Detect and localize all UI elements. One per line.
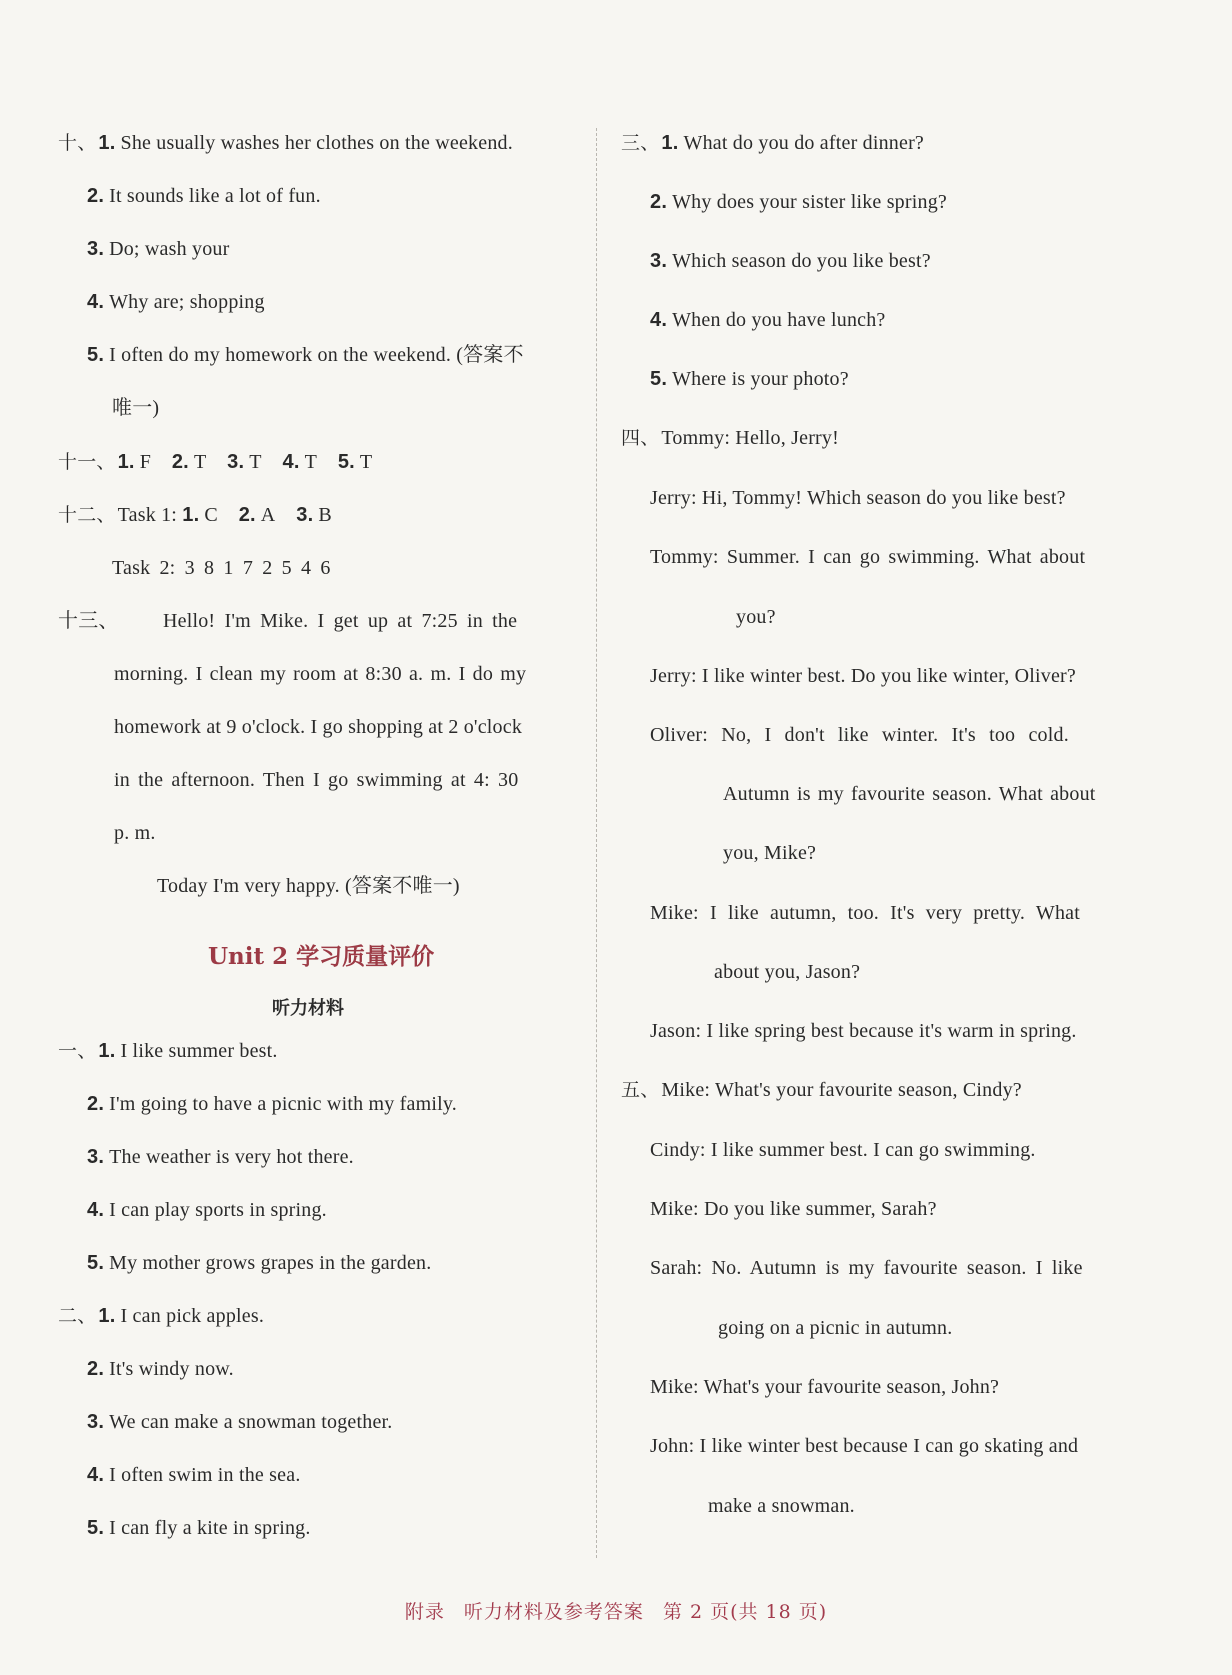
page-footer [0,1597,1232,1624]
section-11-answers: 十一、 1. F 2. T 3. T 4. T 5. T [58,451,373,473]
section-5-line-3: Mike: Do you like summer, Sarah? [650,1198,937,1220]
footer-page-number: 第 2 页(共 18 页) [662,1601,828,1623]
section-2-item-3: 3. We can make a snowman together. [87,1411,393,1433]
section-5-line-4: Sarah: No. Autumn is my favourite season. I like [650,1257,1083,1279]
section-1-item-3: 3. The weather is very hot there. [87,1146,354,1168]
section-13-marker: 十三、 [58,610,119,632]
section-4-line-7: Autumn is my favourite season. What about [723,783,1096,805]
section-4-line-5: Jerry: I like winter best. Do you like winter, Oliver? [650,665,1076,687]
column-divider [596,128,597,1558]
section-4-line-11: Jason: I like spring best because it's warm in spring. [650,1020,1077,1042]
section-5-line-2: Cindy: I like summer best. I can go swimming. [650,1139,1036,1161]
footer-title: 听力材料及参考答案 [463,1601,644,1623]
section-4-line-9: Mike: I like autumn, too. It's very pretty. What [650,902,1081,924]
section-2-item-1: 二、 1. I can pick apples. [58,1305,265,1327]
footer-appendix: 附录 [404,1601,445,1623]
section-2-item-5: 5. I can fly a kite in spring. [87,1517,311,1539]
section-4-line-4: you? [736,606,776,628]
section-10-item-3: 3. Do; wash your [87,238,230,260]
section-13-line-5: p. m. [114,822,156,844]
section-3-item-5: 5. Where is your photo? [650,368,849,390]
section-13-line-2: morning. I clean my room at 8:30 a. m. I do my [114,663,527,685]
section-5-line-8: make a snowman. [708,1495,855,1517]
section-1-item-2: 2. I'm going to have a picnic with my family. [87,1093,457,1115]
section-1-item-5: 5. My mother grows grapes in the garden. [87,1252,432,1274]
listening-material-title: 听力材料 [272,998,344,1019]
section-4-line-1: 四、 Tommy: Hello, Jerry! [621,427,839,449]
section-1-item-4: 4. I can play sports in spring. [87,1199,327,1221]
section-13-line-1: Hello! I'm Mike. I get up at 7:25 in the [163,610,518,632]
section-3-item-2: 2. Why does your sister like spring? [650,191,947,213]
section-2-item-4: 4. I often swim in the sea. [87,1464,301,1486]
unit-title: Unit 2 学习质量评价 [208,943,435,970]
section-12-task-1: 十二、 Task 1: 1. C 2. A 3. B [58,504,332,526]
section-4-line-10: about you, Jason? [714,961,861,983]
section-13-line-3: homework at 9 o'clock. I go shopping at 2 o'clock [114,716,523,738]
section-5-line-5: going on a picnic in autumn. [718,1317,953,1339]
section-5-line-7: John: I like winter best because I can go skating and [650,1435,1079,1457]
section-10-item-4: 4. Why are; shopping [87,291,265,313]
section-4-line-8: you, Mike? [723,842,817,864]
section-3-item-3: 3. Which season do you like best? [650,250,931,272]
section-12-task-2: Task 2: 3 8 1 7 2 5 4 6 [112,557,331,579]
section-2-item-2: 2. It's windy now. [87,1358,234,1380]
section-13-line-4: in the afternoon. Then I go swimming at 4: 30 [114,769,519,791]
section-5-line-1: 五、 Mike: What's your favourite season, Cindy? [621,1079,1022,1101]
section-10-item-5-cont: 唯一) [112,397,160,419]
section-13-line-6: Today I'm very happy. (答案不唯一) [157,875,460,897]
section-3-item-1: 三、 1. What do you do after dinner? [621,132,925,154]
section-10-item-5: 5. I often do my homework on the weekend. (答案不 [87,344,524,366]
section-10-item-2: 2. It sounds like a lot of fun. [87,185,321,207]
section-3-item-4: 4. When do you have lunch? [650,309,886,331]
section-4-line-2: Jerry: Hi, Tommy! Which season do you like best? [650,487,1066,509]
section-5-line-6: Mike: What's your favourite season, John? [650,1376,1000,1398]
section-1-item-1: 一、 1. I like summer best. [58,1040,278,1062]
section-4-line-3: Tommy: Summer. I can go swimming. What about [650,546,1086,568]
section-10-item-1: 十、 1. She usually washes her clothes on the weekend. [58,132,513,154]
section-4-line-6: Oliver: No, I don't like winter. It's too cold. [650,724,1069,746]
